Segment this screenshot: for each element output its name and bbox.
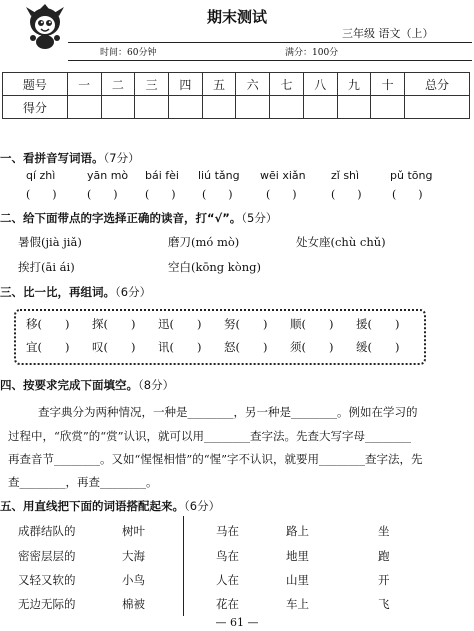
fill-line[interactable]: 再查音节________。又如“惺惺相惜”的“惺”字不认识，就要用________查字法，先 [8, 452, 423, 466]
word-blank[interactable]: 怒( ) [224, 340, 268, 354]
table-cell: 九 [337, 73, 371, 96]
match-word[interactable]: 鸟在 [216, 549, 239, 563]
table-cell: 题号 [3, 73, 68, 96]
grade-label: 三年级 语文（上） [342, 27, 434, 40]
fill-line[interactable]: 过程中，“欣赏”的“赏”认识，就可以用________查字法。先查大写字母________ [8, 429, 412, 443]
match-word[interactable]: 开 [378, 573, 390, 587]
pinyin-item: liú tǎng [198, 169, 240, 182]
time-limit: 时间：60分钟 [100, 48, 157, 58]
section-title-text: 一、看拼音写词语。 [0, 151, 104, 165]
page-number: — 61 — [215, 616, 259, 629]
table-cell: 十 [371, 73, 405, 96]
word-blank[interactable]: 须( ) [290, 340, 334, 354]
score-blank[interactable] [236, 96, 270, 119]
match-word[interactable]: 路上 [286, 524, 309, 538]
section-3-title [0, 284, 151, 300]
pronunciation-item[interactable]: 空白(kōng kòng) [168, 260, 261, 274]
word-blank[interactable]: 宜( ) [26, 340, 70, 354]
section-points: （7分） [103, 151, 140, 165]
fill-line[interactable]: 查字典分为两种情况，一种是________，另一种是________。例如在学习的 [38, 405, 418, 419]
match-word[interactable]: 树叶 [122, 524, 145, 538]
section-points: （6分） [184, 499, 221, 513]
table-cell: 八 [303, 73, 337, 96]
score-blank[interactable] [67, 96, 101, 119]
match-word[interactable]: 人在 [216, 573, 239, 587]
answer-blank[interactable]: ( ) [392, 188, 423, 201]
section-title-text: 三、比一比，再组词。 [0, 285, 115, 299]
table-cell: 五 [202, 73, 236, 96]
match-word[interactable]: 又轻又软的 [18, 573, 76, 587]
section-title-text: 二、给下面带点的字选择正确的读音，打“√”。 [0, 211, 242, 225]
pronunciation-item[interactable]: 处女座(chù chǔ) [296, 235, 386, 249]
table-cell: 四 [168, 73, 202, 96]
table-cell: 二 [101, 73, 135, 96]
word-blank[interactable]: 探( ) [92, 317, 136, 331]
section-4-title [0, 377, 174, 393]
answer-blank[interactable]: ( ) [266, 188, 297, 201]
word-blank[interactable]: 缓( ) [356, 340, 400, 354]
pinyin-item: wēi xiǎn [260, 169, 306, 182]
answer-blank[interactable]: ( ) [145, 188, 176, 201]
table-cell: 总分 [405, 73, 470, 96]
pronunciation-item[interactable]: 磨刀(mó mò) [168, 235, 240, 249]
match-word[interactable]: 飞 [378, 597, 390, 611]
match-word[interactable]: 坐 [378, 524, 390, 538]
pinyin-item: bái fèi [145, 169, 179, 182]
table-row [3, 96, 470, 119]
answer-blank[interactable]: ( ) [26, 188, 57, 201]
match-word[interactable]: 成群结队的 [18, 524, 76, 538]
score-blank[interactable] [202, 96, 236, 119]
pinyin-item: qí zhì [26, 169, 56, 182]
match-word[interactable]: 密密层层的 [18, 549, 76, 563]
section-5-title [0, 498, 220, 514]
pronunciation-item[interactable]: 挨打(āi ái) [18, 260, 75, 274]
score-blank[interactable] [168, 96, 202, 119]
score-blank[interactable] [371, 96, 405, 119]
word-blank[interactable]: 移( ) [26, 317, 70, 331]
section-1-title [0, 150, 140, 166]
answer-blank[interactable]: ( ) [202, 188, 233, 201]
table-cell: 三 [135, 73, 169, 96]
table-row [3, 73, 470, 96]
table-cell: 得分 [3, 96, 68, 119]
match-word[interactable]: 小鸟 [122, 573, 145, 587]
word-blank[interactable]: 迅( ) [158, 317, 202, 331]
match-word[interactable]: 无边无际的 [18, 597, 76, 611]
section-title-text: 四、按要求完成下面填空。 [0, 378, 138, 392]
match-word[interactable]: 地里 [286, 549, 309, 563]
score-table [2, 72, 470, 119]
word-blank[interactable]: 努( ) [224, 317, 268, 331]
table-cell: 一 [67, 73, 101, 96]
section-title-text: 五、用直线把下面的词语搭配起来。 [0, 499, 184, 513]
match-word[interactable]: 山里 [286, 573, 309, 587]
word-blank[interactable]: 顺( ) [290, 317, 334, 331]
score-blank[interactable] [405, 96, 470, 119]
score-blank[interactable] [303, 96, 337, 119]
section-points: （8分） [138, 378, 175, 392]
answer-blank[interactable]: ( ) [331, 188, 362, 201]
page-title: 期末测试 [206, 8, 267, 26]
section-points: （5分） [241, 211, 278, 225]
word-blank[interactable]: 叹( ) [92, 340, 136, 354]
section-2-title [0, 210, 277, 226]
match-word[interactable]: 马在 [216, 524, 239, 538]
pronunciation-item[interactable]: 暑假(jià jiǎ) [18, 235, 82, 249]
word-blank[interactable]: 讯( ) [158, 340, 202, 354]
pinyin-item: yān mò [87, 169, 129, 182]
match-word[interactable]: 跑 [378, 549, 390, 563]
column-divider [183, 516, 184, 616]
table-cell: 七 [270, 73, 304, 96]
score-blank[interactable] [101, 96, 135, 119]
full-score: 满分：100分 [285, 48, 339, 58]
pinyin-item: zǐ shì [331, 169, 360, 182]
table-cell: 六 [236, 73, 270, 96]
match-word[interactable]: 棉被 [122, 597, 145, 611]
pinyin-item: pǔ tōng [390, 169, 433, 182]
match-word[interactable]: 大海 [122, 549, 145, 563]
fill-line[interactable]: 查________，再查________。 [8, 475, 158, 489]
match-word[interactable]: 花在 [216, 597, 239, 611]
score-blank[interactable] [270, 96, 304, 119]
section-points: （6分） [115, 285, 152, 299]
score-blank[interactable] [135, 96, 169, 119]
match-word[interactable]: 车上 [286, 597, 309, 611]
word-blank[interactable]: 援( ) [356, 317, 400, 331]
score-blank[interactable] [337, 96, 371, 119]
answer-blank[interactable]: ( ) [87, 188, 118, 201]
